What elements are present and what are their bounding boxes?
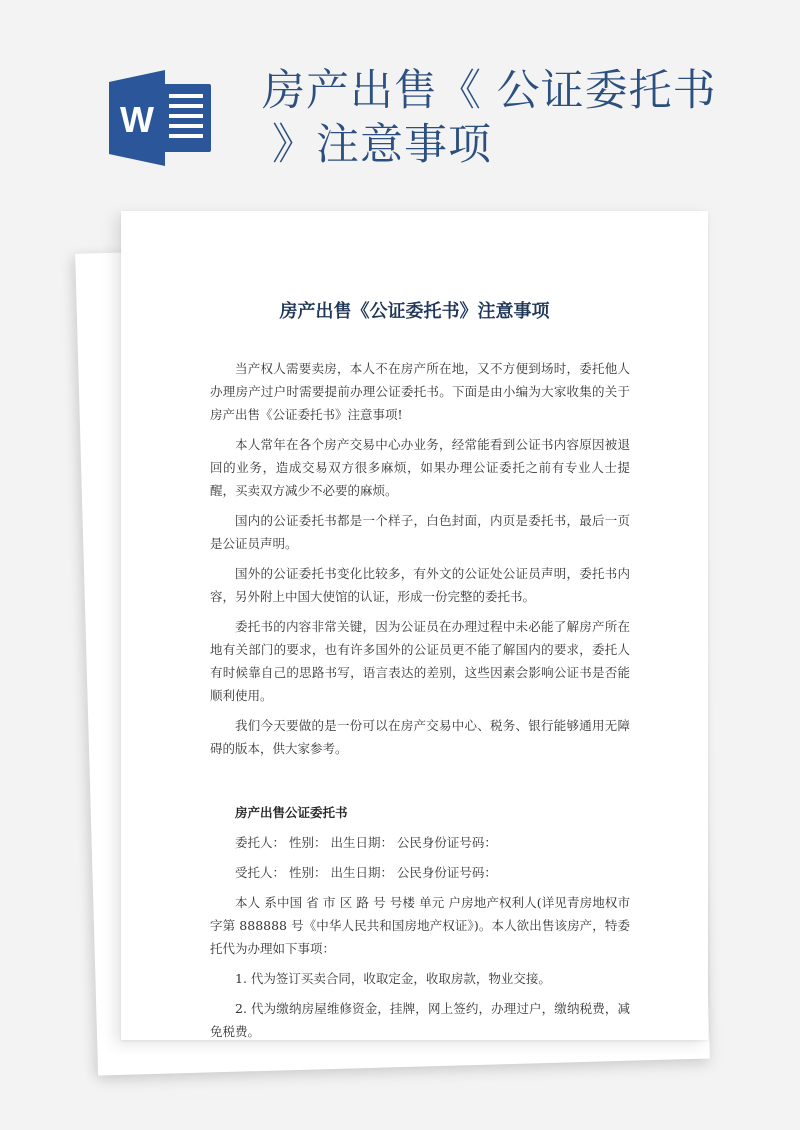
principal-line: 委托人： 性别： 出生日期： 公民身份证号码： <box>235 835 497 850</box>
word-document-icon <box>109 70 215 166</box>
header <box>0 0 800 200</box>
delegated-item: 1. 代为签订买卖合同，收取定金，收取房款，物业交接。 <box>235 971 551 986</box>
delegated-item: 2. 代为缴纳房屋维修资金，挂牌，网上签约，办理过户，缴纳税费，减免税费。 <box>210 1001 630 1039</box>
page-heading <box>262 64 717 172</box>
paragraph: 国外的公证委托书变化比较多，有外文的公证处公证员声明，委托书内容，另外附上中国大使馆的认证，形成一份完整的委托书。 <box>210 566 630 604</box>
document-title: 房产出售《公证委托书》注意事项 <box>279 301 550 322</box>
paragraph: 我们今天要做的是一份可以在房产交易中心、税务、银行能够通用无障碍的版本，供大家参考。 <box>210 718 630 756</box>
heading-line-1: 房产出售《 公证委托书 <box>262 66 717 116</box>
paragraph: 委托书的内容非常关键，因为公证员在办理过程中未必能了解房产所在地有关部门的要求，也有许多国外的公证员更不能了解国内的要求，委托人有时候靠自己的思路书写，语言表达的差别，这些因素会影响公证书是否能顺利使用。 <box>210 619 630 703</box>
template-heading: 房产出售公证委托书 <box>235 805 348 820</box>
document-body <box>210 357 630 1050</box>
document-page <box>121 211 708 1040</box>
paragraph: 当产权人需要卖房，本人不在房产所在地，又不方便到场时，委托他人办理房产过户时需要提前办理公证委托书。下面是由小编为大家收集的关于房产出售《公证委托书》注意事项! <box>210 361 630 422</box>
paragraph: 本人常年在各个房产交易中心办业务，经常能看到公证书内容原因被退回的业务，造成交易双方很多麻烦，如果办理公证委托之前有专业人士提醒，买卖双方减少不必要的麻烦。 <box>210 437 630 498</box>
statement-paragraph: 本人 系中国 省 市 区 路 号 号楼 单元 户房地产权利人(详见青房地权市字第 888888 号《中华人民共和国房地产权证》)。本人欲出售该房产，特委托代为办理如下事项： <box>210 895 630 956</box>
heading-line-2: 》注意事项 <box>272 120 492 170</box>
spacer <box>210 767 630 801</box>
agent-line: 受托人： 性别： 出生日期： 公民身份证号码： <box>235 865 497 880</box>
svg-text:W: W <box>120 99 154 140</box>
paragraph: 国内的公证委托书都是一个样子，白色封面，内页是委托书，最后一页是公证员声明。 <box>210 513 630 551</box>
